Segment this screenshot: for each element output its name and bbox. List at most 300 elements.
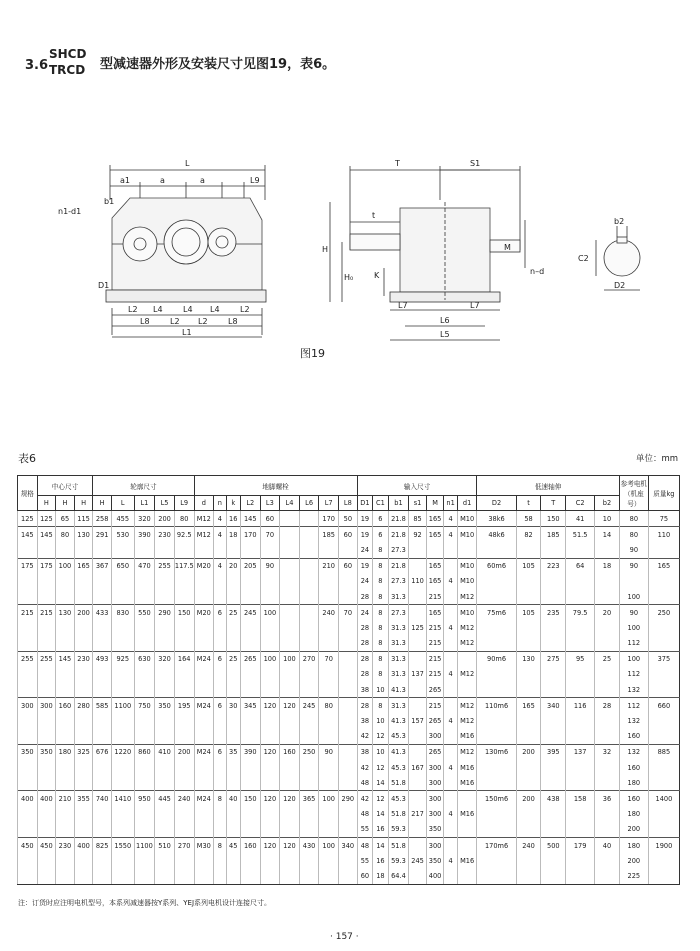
table-cell (18, 822, 38, 838)
table-cell (174, 868, 194, 884)
table-cell (280, 636, 300, 652)
table-cell: 160 (619, 729, 648, 745)
table-cell (155, 636, 175, 652)
table-cell (299, 682, 319, 698)
table-cell: 100 (619, 620, 648, 635)
table-cell (18, 775, 38, 791)
table-cell (299, 729, 319, 745)
table-cell (194, 713, 214, 728)
table-cell (37, 760, 56, 775)
table-cell (155, 760, 175, 775)
table-row (18, 636, 680, 652)
table-cell (134, 729, 155, 745)
table-cell: 433 (93, 605, 112, 621)
th-sub: L2 (240, 496, 260, 511)
table-cell: 12 (373, 791, 388, 807)
table-cell: M10 (457, 527, 477, 543)
table-cell: 240 (516, 837, 541, 853)
table-cell: 255 (155, 558, 175, 574)
table-cell (194, 620, 214, 635)
table-cell (56, 667, 75, 682)
table-cell (214, 807, 226, 822)
table-row (18, 574, 680, 589)
table-cell: 60 (260, 511, 280, 527)
table-cell: 12 (373, 760, 388, 775)
table-cell: 350 (155, 698, 175, 714)
table-cell: 200 (619, 853, 648, 868)
table-cell (111, 868, 134, 884)
table-cell (226, 775, 240, 791)
table-cell: 130 (516, 651, 541, 667)
table-cell: M20 (194, 558, 214, 574)
table-cell (194, 807, 214, 822)
table-cell (516, 713, 541, 728)
table-cell (74, 667, 93, 682)
table-cell (240, 807, 260, 822)
table-cell: 64 (566, 558, 595, 574)
table-cell (240, 760, 260, 775)
table-cell: 16 (226, 511, 240, 527)
dim-L2-4: L2 (198, 317, 208, 326)
table-cell (648, 760, 679, 775)
table-cell (477, 729, 516, 745)
table-cell (541, 868, 566, 884)
table-cell: 90m6 (477, 651, 516, 667)
table-cell (339, 542, 358, 558)
table-cell: 245 (409, 853, 427, 868)
table-cell: 265 (426, 713, 444, 728)
table-row (18, 605, 680, 621)
table-cell: M12 (457, 744, 477, 760)
table-cell: 28 (357, 698, 372, 714)
th-outline: 轮廓尺寸 (93, 476, 194, 496)
table-cell: 16 (373, 853, 388, 868)
table-cell: 10 (595, 511, 620, 527)
table-cell (260, 853, 280, 868)
th-sub: T (541, 496, 566, 511)
table-cell: 210 (56, 791, 75, 807)
table-cell: 25 (226, 651, 240, 667)
table-cell: 223 (541, 558, 566, 574)
table-cell (595, 729, 620, 745)
table-cell: 630 (134, 651, 155, 667)
table-cell (37, 822, 56, 838)
table-cell: 367 (93, 558, 112, 574)
table-cell (566, 620, 595, 635)
table-cell: 8 (214, 791, 226, 807)
table-cell (155, 542, 175, 558)
table-cell (299, 868, 319, 884)
table-cell (155, 713, 175, 728)
table-cell: 400 (74, 837, 93, 853)
table-cell (319, 589, 339, 605)
table-cell: 1100 (134, 837, 155, 853)
table-cell (111, 853, 134, 868)
table-cell: 6 (214, 698, 226, 714)
table-cell (339, 822, 358, 838)
table-cell: 120 (260, 791, 280, 807)
table-cell: 145 (56, 651, 75, 667)
table-cell: 24 (357, 605, 372, 621)
table-cell (134, 636, 155, 652)
table-cell (226, 807, 240, 822)
table-cell: 200 (516, 744, 541, 760)
table-cell (516, 729, 541, 745)
table-cell: 25 (226, 605, 240, 621)
table-cell: 4 (214, 511, 226, 527)
table-cell (648, 667, 679, 682)
table-cell (56, 729, 75, 745)
table-cell (566, 853, 595, 868)
table-cell (155, 807, 175, 822)
table-cell (226, 760, 240, 775)
table-row (18, 807, 680, 822)
table-cell (299, 574, 319, 589)
table-row (18, 729, 680, 745)
table-cell (477, 574, 516, 589)
table-cell: 170 (319, 511, 339, 527)
table-cell: 320 (134, 511, 155, 527)
table-cell: 60 (339, 527, 358, 543)
table-cell: 125 (18, 511, 38, 527)
table-cell: 82 (516, 527, 541, 543)
table-cell: 4 (214, 527, 226, 543)
dim-L5: L5 (440, 330, 450, 339)
table-cell: 90 (619, 542, 648, 558)
table-cell (299, 713, 319, 728)
table-cell: 230 (56, 837, 75, 853)
table-cell: 8 (373, 651, 388, 667)
table-cell (280, 527, 300, 543)
table-cell: 160 (56, 698, 75, 714)
table-cell (260, 807, 280, 822)
table-cell: 245 (299, 698, 319, 714)
table-cell: 25 (595, 651, 620, 667)
table-cell: 6 (214, 651, 226, 667)
label-n-d: n–d (530, 267, 545, 276)
table-cell (74, 853, 93, 868)
table-cell (174, 589, 194, 605)
table-cell: 438 (541, 791, 566, 807)
table-cell (339, 729, 358, 745)
dim-D2: D2 (614, 281, 626, 290)
table-cell (37, 729, 56, 745)
table-cell (409, 775, 427, 791)
table-cell (226, 574, 240, 589)
th-sub: D1 (357, 496, 372, 511)
table-cell: 28 (357, 620, 372, 635)
table-cell: 445 (155, 791, 175, 807)
table-row (18, 868, 680, 884)
table-cell (18, 636, 38, 652)
table-cell: 30 (226, 698, 240, 714)
table-cell: 90 (619, 605, 648, 621)
table-cell: 157 (409, 713, 427, 728)
table-cell: 18 (595, 558, 620, 574)
table-cell (240, 620, 260, 635)
table-cell (477, 807, 516, 822)
table-cell: 300 (18, 698, 38, 714)
table-cell: M10 (457, 605, 477, 621)
section-title: 型减速器外形及安装尺寸见图19，表6。 (100, 57, 336, 72)
dim-a-2: a (200, 176, 205, 185)
table-cell: 300 (426, 837, 444, 853)
table-cell (56, 636, 75, 652)
table-cell: 200 (619, 822, 648, 838)
table-cell (93, 853, 112, 868)
table-cell (595, 589, 620, 605)
table-row (18, 620, 680, 635)
table-cell: 48k6 (477, 527, 516, 543)
th-sub: n1 (444, 496, 457, 511)
table-cell (648, 636, 679, 652)
table-cell (339, 620, 358, 635)
table-cell: 355 (74, 791, 93, 807)
table-cell (541, 760, 566, 775)
th-sub: L3 (260, 496, 280, 511)
table-cell (595, 667, 620, 682)
table-cell (93, 822, 112, 838)
th-sub: H (37, 496, 56, 511)
table-cell (18, 853, 38, 868)
table-row (18, 744, 680, 760)
table-cell (240, 667, 260, 682)
table-cell (444, 822, 457, 838)
table-cell (155, 775, 175, 791)
table-cell (280, 713, 300, 728)
table-cell (595, 760, 620, 775)
table-cell: 18 (226, 527, 240, 543)
table-cell: 31.3 (388, 698, 409, 714)
table-cell: 41.3 (388, 682, 409, 698)
table-cell: 255 (18, 651, 38, 667)
table-cell: 14 (373, 775, 388, 791)
table-cell: 180 (619, 837, 648, 853)
table-cell: M12 (194, 511, 214, 527)
table-cell (299, 775, 319, 791)
th-sub: L9 (174, 496, 194, 511)
table-cell (174, 760, 194, 775)
table-cell: 28 (357, 667, 372, 682)
table-cell (134, 620, 155, 635)
table-cell (214, 589, 226, 605)
table-cell: 1550 (111, 837, 134, 853)
dim-t: t (372, 211, 376, 220)
table-cell (299, 853, 319, 868)
table-cell (37, 589, 56, 605)
table-cell: 31.3 (388, 667, 409, 682)
table-cell (214, 760, 226, 775)
table-cell (74, 807, 93, 822)
table-cell (226, 542, 240, 558)
table-cell (226, 636, 240, 652)
table-cell: 32 (595, 744, 620, 760)
table-row (18, 760, 680, 775)
table-cell (339, 682, 358, 698)
dim-L8-2: L8 (228, 317, 238, 326)
table-cell (260, 574, 280, 589)
table-cell: 530 (111, 527, 134, 543)
table-cell: 291 (93, 527, 112, 543)
table-cell (155, 682, 175, 698)
table-cell (134, 713, 155, 728)
table-cell: M16 (457, 853, 477, 868)
table-cell: 120 (260, 698, 280, 714)
table-cell: 158 (566, 791, 595, 807)
table-cell (93, 807, 112, 822)
technical-drawing (0, 140, 700, 370)
dim-T: T (395, 159, 400, 168)
table-cell (566, 667, 595, 682)
table-cell (155, 729, 175, 745)
th-sub: n (214, 496, 226, 511)
table-cell: 200 (174, 744, 194, 760)
table-cell (74, 682, 93, 698)
table-cell (134, 760, 155, 775)
table-cell (541, 822, 566, 838)
table-cell (240, 729, 260, 745)
table-cell: 290 (155, 605, 175, 621)
table-cell: 41.3 (388, 744, 409, 760)
table-cell: M20 (194, 605, 214, 621)
table-cell (339, 807, 358, 822)
table-cell: 164 (174, 651, 194, 667)
table-cell (477, 636, 516, 652)
table-row (18, 589, 680, 605)
table-cell (541, 636, 566, 652)
table-cell: 117.5 (174, 558, 194, 574)
th-sub: d (194, 496, 214, 511)
table-cell: 120 (280, 698, 300, 714)
table-cell (516, 589, 541, 605)
table-cell: 100 (56, 558, 75, 574)
table-cell (240, 775, 260, 791)
table-cell: 12 (373, 729, 388, 745)
table-cell: 51.8 (388, 837, 409, 853)
table-cell: 27.3 (388, 542, 409, 558)
table-cell: 8 (373, 542, 388, 558)
table-cell (37, 807, 56, 822)
th-sub: L (111, 496, 134, 511)
table-cell: M10 (457, 574, 477, 589)
dim-L4-3: L4 (210, 305, 220, 314)
table-cell (409, 744, 427, 760)
table-cell (566, 760, 595, 775)
table-cell: 79.5 (566, 605, 595, 621)
table-cell (299, 589, 319, 605)
table-cell (194, 589, 214, 605)
table-cell: 38k6 (477, 511, 516, 527)
table-cell (516, 807, 541, 822)
table-cell: 185 (541, 527, 566, 543)
table-cell: 41.3 (388, 713, 409, 728)
table-label: 表6 (18, 452, 36, 465)
table-cell: 41 (566, 511, 595, 527)
table-cell (260, 729, 280, 745)
table-cell: 42 (357, 791, 372, 807)
table-cell: 830 (111, 605, 134, 621)
table-cell: 240 (319, 605, 339, 621)
table-cell: 340 (339, 837, 358, 853)
section-number: 3.6 (25, 58, 49, 73)
table-cell: 265 (426, 744, 444, 760)
table-row (18, 558, 680, 574)
table-cell (648, 542, 679, 558)
table-cell: 300 (426, 729, 444, 745)
table-cell (260, 620, 280, 635)
table-cell: 70 (319, 651, 339, 667)
table-cell: M10 (457, 511, 477, 527)
table-cell: 160 (280, 744, 300, 760)
model-bottom: TRCD (49, 63, 86, 77)
table-cell: 450 (37, 837, 56, 853)
table-cell (457, 542, 477, 558)
table-cell (111, 574, 134, 589)
table-cell: 925 (111, 651, 134, 667)
table-cell (566, 713, 595, 728)
side-view (322, 159, 544, 340)
table-cell (444, 542, 457, 558)
table-cell: M16 (457, 729, 477, 745)
table-cell: 100 (280, 651, 300, 667)
table-cell: 325 (74, 744, 93, 760)
table-cell: M12 (457, 589, 477, 605)
dim-L8-1: L8 (140, 317, 150, 326)
table-cell (444, 868, 457, 884)
table-cell: 145 (18, 527, 38, 543)
table-cell (74, 822, 93, 838)
table-cell: 165 (74, 558, 93, 574)
table-cell (174, 667, 194, 682)
table-cell: 28 (357, 636, 372, 652)
dim-M: M (504, 243, 511, 252)
table-cell: 19 (357, 558, 372, 574)
table-cell: 217 (409, 807, 427, 822)
table-cell (111, 682, 134, 698)
table-cell (18, 760, 38, 775)
table-cell: 200 (516, 791, 541, 807)
table-cell: 80 (619, 511, 648, 527)
table-cell (37, 636, 56, 652)
table-cell (93, 620, 112, 635)
table-cell: 300 (426, 760, 444, 775)
table-cell: 40 (595, 837, 620, 853)
spec-table-body (18, 511, 680, 885)
table-cell (409, 542, 427, 558)
table-cell: 175 (18, 558, 38, 574)
dim-H: H (322, 245, 329, 254)
table-cell (56, 542, 75, 558)
table-cell: 55 (357, 822, 372, 838)
table-cell: 90 (619, 558, 648, 574)
table-cell: 230 (155, 527, 175, 543)
table-cell (18, 868, 38, 884)
table-cell (299, 542, 319, 558)
table-cell (194, 682, 214, 698)
table-cell: 450 (18, 837, 38, 853)
table-cell: 14 (373, 807, 388, 822)
table-cell (648, 729, 679, 745)
table-cell: 240 (174, 791, 194, 807)
table-cell: 1400 (648, 791, 679, 807)
table-cell (444, 589, 457, 605)
table-cell: M24 (194, 791, 214, 807)
table-cell (319, 713, 339, 728)
table-cell: 215 (426, 698, 444, 714)
table-cell (260, 542, 280, 558)
th-sub: d1 (457, 496, 477, 511)
table-cell: 137 (409, 667, 427, 682)
